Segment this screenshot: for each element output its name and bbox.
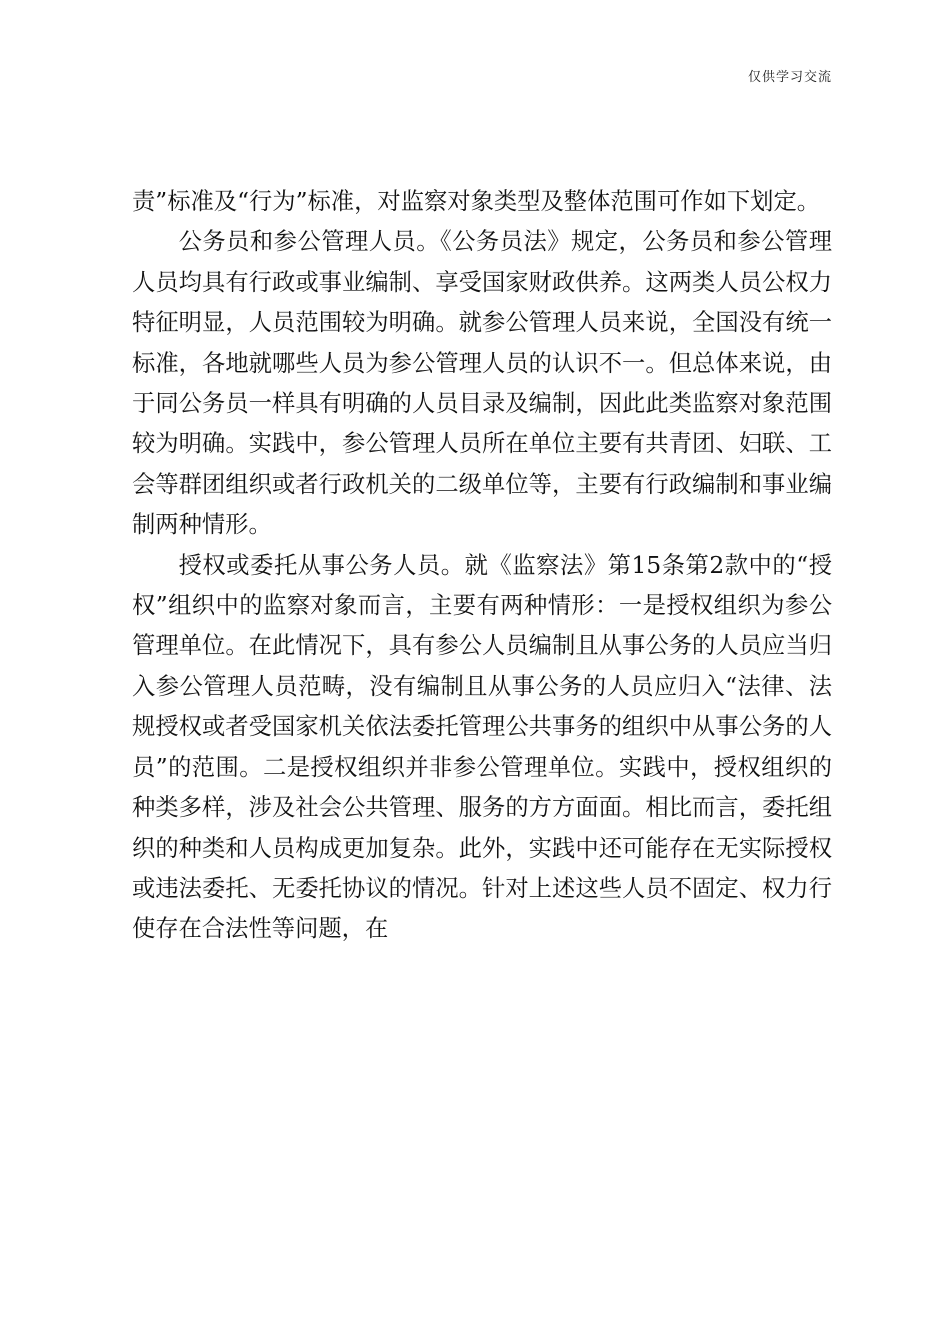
document-body — [132, 182, 832, 950]
page-header-note: 仅供学习交流 — [747, 70, 832, 85]
paragraph-authorized-personnel: 授权或委托从事公务人员。就《监察法》第15条第2款中的“授权”组织中的监察对象而言，主要有两种情形：一是授权组织为参公管理单位。在此情况下，具有参公人员编制且从事公务的人员应当归入参公管理人员范畴，没有编制且从事公务的人员应归入“法律、法规授权或者受国家机关依法委托管理公共事务的组织中从事公务的人员”的范围。二是授权组织并非参公管理单位。实践中，授权组织的种类多样，涉及社会公共管理、服务的方方面面。相比而言，委托组织的种类和人员构成更加复杂。此外，实践中还可能存在无实际授权或违法委托、无委托协议的情况。针对上述这些人员不固定、权力行使存在合法性等问题，在 — [132, 551, 832, 943]
paragraph-civil-servants: 公务员和参公管理人员。《公务员法》规定，公务员和参公管理人员均具有行政或事业编制、享受国家财政供养。这两类人员公权力特征明显，人员范围较为明确。就参公管理人员来说，全国没有统一标准，各地就哪些人员为参公管理人员的认识不一。但总体来说，由于同公务员一样具有明确的人员目录及编制，因此此类监察对象范围较为明确。实践中，参公管理人员所在单位主要有共青团、妇联、工会等群团组织或者行政机关的二级单位等，主要有行政编制和事业编制两种情形。 — [132, 228, 832, 539]
paragraph-continuation: 责”标准及“行为”标准，对监察对象类型及整体范围可作如下划定。 — [132, 188, 821, 215]
